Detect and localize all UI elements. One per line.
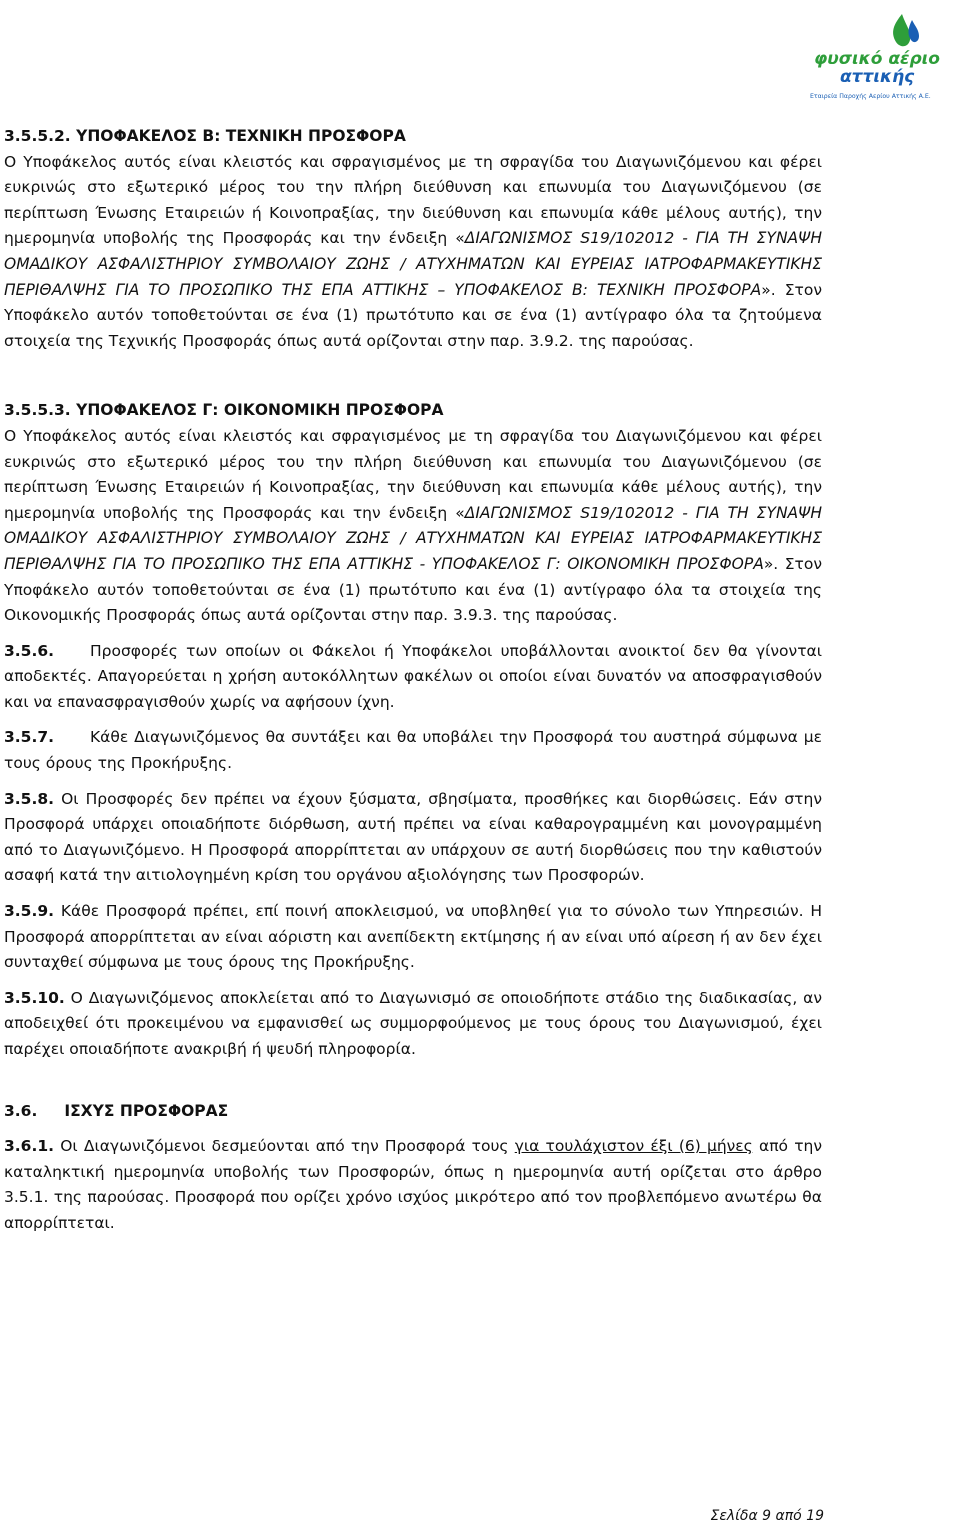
- paragraph-359: [4, 899, 822, 976]
- paragraph-3552-italic: ΔΙΑΓΩΝΙΣΜΟΣ S19/102012 - ΓΙΑ ΤΗ ΣΥΝΑΨΗ ΟΜΑΔΙΚΟΥ ΑΣΦΑΛΙΣΤΗΡΙΟΥ ΣΥΜΒΟΛΑΙΟΥ ΖΩΗΣ / ΑΤΥΧΗΜΑΤΩΝ ΚΑΙ ΕΥΡΕΙΑΣ ΙΑΤΡΟΦΑΡΜΑΚΕΥΤΙΚΗΣ ΠΕΡΙΘΑΛΨΗΣ ΓΙΑ ΤΟ ΠΡΟΣΩΠΙΚΟ ΤΗΣ ΕΠΑ ΑΤΤΙΚΗΣ – ΥΠΟΦΑΚΕΛΟΣ Β: ΤΕΧΝΙΚΗ ΠΡΟΣΦΟΡΑ: [4, 229, 822, 299]
- paragraph-3510: [4, 986, 822, 1063]
- company-logo: [810, 6, 956, 102]
- logo-line2: αττικής: [840, 67, 915, 87]
- clause-text-3510: Ο Διαγωνιζόμενος αποκλείεται από το Διαγωνισμό σε οποιοδήποτε στάδιο της διαδικασίας, αν αποδειχθεί ότι προκειμένου να εμφανισθεί ως συμμορφούμενος με τους όρους του Διαγωνισμού, έχει παρέχει οποιαδήποτε ανακριβή ή ψευδή πληροφορία.: [4, 988, 822, 1058]
- paragraph-3552-text-end: ». Στον Υποφάκελο αυτόν τοποθετούνται σε ένα (1) πρωτότυπο και σε ένα (1) αντίγραφο όλα τα ζητούμενα στοιχεία της Τεχνικής Προσφοράς όπως αυτά ορίζονται στην παρ. 3.9.2. της παρούσας.: [4, 280, 822, 350]
- paragraph-3552: [4, 150, 822, 355]
- clause-text-357: Κάθε Διαγωνιζόμενος θα συντάξει και θα υποβάλει την Προσφορά του αυστηρά σύμφωνα με τους όρους της Προκήρυξης.: [4, 728, 822, 773]
- paragraph-3553-text: Ο Υποφάκελος αυτός είναι κλειστός και σφραγισμένος με τη σφραγίδα του Διαγωνιζόμενου και φέρει ευκρινώς στο εξωτερικό μέρος του την πλήρη διεύθυνση και επωνυμία του Διαγωνιζόμενου (σε περίπτωση Ένωσης Εταιρειών ή Κοινοπραξίας, την διεύθυνση και επωνυμία κάθε μέλους αυτής), την ημερομηνία υποβολής της Προσφοράς και την ένδειξη «: [4, 426, 822, 522]
- clause-number-358: 3.5.8.: [4, 789, 55, 808]
- page-number: Σελίδα 9 από 19: [710, 1508, 824, 1524]
- paragraph-357: [4, 725, 822, 776]
- paragraph-3552-text: Ο Υποφάκελος αυτός είναι κλειστός και σφραγισμένος με τη σφραγίδα του Διαγωνιζόμενου και φέρει ευκρινώς στο εξωτερικό μέρος του την πλήρη διεύθυνση και επωνυμία του Διαγωνιζόμενου (σε περίπτωση Ένωσης Εταιρειών ή Κοινοπραξίας, την διεύθυνση και επωνυμία κάθε μέλους αυτής), την ημερομηνία υποβολής της Προσφοράς και την ένδειξη «: [4, 152, 822, 248]
- clause-text-356: Προσφορές των οποίων οι Φάκελοι ή Υποφάκελοι υποβάλλονται ανοικτοί δεν θα γίνονται αποδεκτές. Απαγορεύεται η χρήση αυτοκόλλητων φακέλων οι οποίοι είναι δυνατόν να αποσφραγισθούν και να επανασφραγισθούν χωρίς να αφήσουν ίχνη.: [4, 641, 822, 711]
- clause-number-359: 3.5.9.: [4, 902, 55, 921]
- document-body: [0, 124, 822, 1237]
- clause-text-359: Κάθε Προσφορά πρέπει, επί ποινή αποκλεισμού, να υποβληθεί για το σύνολο των Υπηρεσιών. Η Προσφορά απορρίπτεται αν είναι αόριστη και ανεπίδεκτη εκτίμησης ή αν είναι υπό αίρεση ή αν δεν έχει συνταχθεί σύμφωνα με τους όρους της Προκήρυξης.: [4, 902, 822, 972]
- paragraph-3553-italic: ΔΙΑΓΩΝΙΣΜΟΣ S19/102012 - ΓΙΑ ΤΗ ΣΥΝΑΨΗ ΟΜΑΔΙΚΟΥ ΑΣΦΑΛΙΣΤΗΡΙΟΥ ΣΥΜΒΟΛΑΙΟΥ ΖΩΗΣ / ΑΤΥΧΗΜΑΤΩΝ ΚΑΙ ΕΥΡΕΙΑΣ ΙΑΤΡΟΦΑΡΜΑΚΕΥΤΙΚΗΣ ΠΕΡΙΘΑΛΨΗΣ ΓΙΑ ΤΟ ΠΡΟΣΩΠΙΚΟ ΤΗΣ ΕΠΑ ΑΤΤΙΚΗΣ - ΥΠΟΦΑΚΕΛΟΣ Γ: ΟΙΚΟΝΟΜΙΚΗ ΠΡΟΣΦΟΡΑ: [4, 503, 822, 573]
- heading-3552: 3.5.5.2. ΥΠΟΦΑΚΕΛΟΣ Β: ΤΕΧΝΙΚΗ ΠΡΟΣΦΟΡΑ: [4, 127, 406, 145]
- paragraph-3553: [4, 424, 822, 629]
- clause-number-356: 3.5.6.: [4, 641, 55, 660]
- paragraph-356: [4, 639, 822, 716]
- clause-text-361: Οι Διαγωνιζόμενοι δεσμεύονται από την Προσφορά τους: [60, 1137, 515, 1156]
- clause-text-361-end: από την καταληκτική ημερομηνία υποβολής των Προσφορών, όπως η ημερομηνία αυτή ορίζεται στο άρθρο 3.5.1. της παρούσας. Προσφορά που ορίζει χρόνο ισχύος μικρότερο από τον προβλεπόμενο ανωτέρω θα απορρίπτεται.: [4, 1137, 823, 1232]
- clause-underline-361: για τουλάχιστον έξι (6) μήνες: [514, 1137, 753, 1156]
- flame-logo-icon: [810, 6, 956, 102]
- clause-text-358: Οι Προσφορές δεν πρέπει να έχουν ξύσματα, σβησίματα, προσθήκες και διορθώσεις. Εάν στην Προσφορά υπάρχει οποιαδήποτε διόρθωση, αυτή πρέπει να είναι καθαρογραμμένη και μονογραμμένη από το Διαγωνιζόμενο. Η Προσφορά απορρίπτεται αν υπάρχουν σε αυτή διορθώσεις που την καθιστούν ασαφή κατά την αιτιολογημένη κρίση του οργάνου αξιολόγησης των Προσφορών.: [4, 789, 822, 885]
- logo-subtitle: Εταιρεία Παροχής Αερίου Αττικής Α.Ε.: [810, 93, 931, 100]
- logo-line1: φυσικό αέριο: [814, 49, 940, 69]
- clause-number-361: 3.6.1.: [4, 1137, 55, 1156]
- paragraph-358: [4, 787, 822, 889]
- paragraph-3553-text-end: ». Στον Υποφάκελο αυτόν τοποθετούνται σε ένα (1) πρωτότυπο και ένα (1) αντίγραφο όλα τα στοιχεία της Οικονομικής Προσφοράς όπως αυτά ορίζονται στην παρ. 3.9.3. της παρούσας.: [4, 554, 822, 625]
- paragraph-361: [4, 1134, 822, 1236]
- heading-36: 3.6. ΙΣΧΥΣ ΠΡΟΣΦΟΡΑΣ: [4, 1101, 229, 1120]
- clause-number-357: 3.5.7.: [4, 728, 55, 747]
- heading-3553: 3.5.5.3. ΥΠΟΦΑΚΕΛΟΣ Γ: ΟΙΚΟΝΟΜΙΚΗ ΠΡΟΣΦΟΡΑ: [4, 401, 444, 420]
- clause-number-3510: 3.5.10.: [4, 988, 65, 1007]
